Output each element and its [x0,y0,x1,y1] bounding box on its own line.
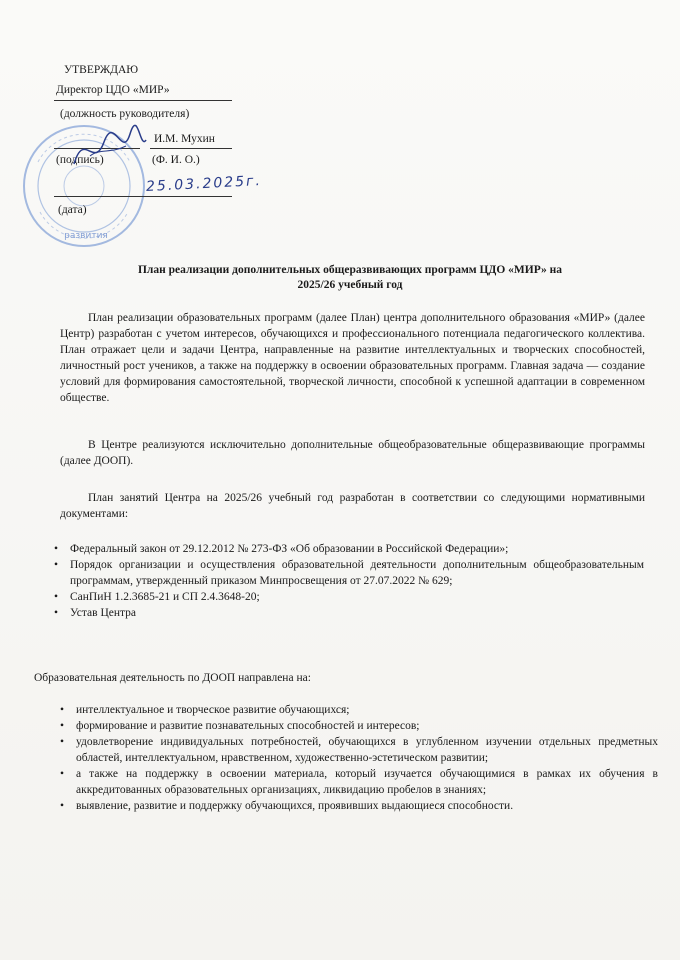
list-item: • Устав Центра [52,605,644,621]
intro-paragraph: План реализации образовательных программ (далее План) центра дополнительного образования «МИР» (далее Центр) разработан с учетом интересов, обучающихся и профессионального потенциала педагогического коллектива. План отражает цели и задачи Центра, направленные на развитие интеллектуальных и творческих способностей, личностный рост учеников, а также на поддержку в освоении образовательных программ. Главная задача — создание условий для формирования самостоятельной, творческой личности, способной к успешной адаптации в современном обществе. [60,312,645,404]
name-caption: (Ф. И. О.) [152,154,200,166]
list-item: • удовлетворение индивидуальных потребностей, обучающихся в углубленном изучении отдельных предметных областей, интеллектуальном, нравственном, художественно-эстетическом развитии; [58,734,658,766]
signature-caption: (подпись) [56,154,104,166]
programs-paragraph: В Центре реализуются исключительно дополнительные общеобразовательные общеразвивающие программы (далее ДООП). [60,439,645,467]
date-line [54,196,232,197]
list-item: • выявление, развитие и поддержку обучающихся, проявивших выдающиеся способности. [58,798,658,814]
list-item: • а также на поддержку в освоении материала, который изучается обучающимися в рамках их обучения в аккредитованных образовательных организациях, ликвидацию пробелов в знаниях; [58,766,658,798]
approval-name: И.М. Мухин [154,133,215,145]
list-item: • Федеральный закон от 29.12.2012 № 273-ФЗ «Об образовании в Российской Федерации»; [52,541,644,557]
document-title [60,263,640,293]
list-item: • формирование и развитие познавательных способностей и интересов; [58,718,658,734]
list-item: • Порядок организации и осуществления образовательной деятельности дополнительным общеобразовательным программам, утвержденный приказом Минпросвещения от 27.07.2022 № 629; [52,557,644,589]
list-item: • интеллектуальное и творческое развитие обучающихся; [58,702,658,718]
title-line-1: План реализации дополнительных общеразвивающих программ ЦДО «МИР» на [137,264,563,276]
signature-scribble [70,120,150,180]
list-item: • СанПиН 1.2.3685-21 и СП 2.4.3648-20; [52,589,644,605]
name-line [150,148,232,149]
activity-intro: Образовательная деятельность по ДООП направлена на: [34,672,311,684]
stamp-text: развития [64,231,108,241]
goals-list [58,702,658,814]
plan-basis-paragraph: План занятий Центра на 2025/26 учебный год разработан в соответствии со следующими нормативными документами: [60,492,645,520]
position-line [54,100,232,101]
approval-position: Директор ЦДО «МИР» [56,84,170,96]
title-line-2: 2025/26 учебный год [297,279,403,291]
handwritten-date: 25.03.2025г. [145,172,263,196]
date-caption: (дата) [58,204,87,216]
documents-list [52,541,644,621]
approval-heading: УТВЕРЖДАЮ [64,64,139,76]
position-caption: (должность руководителя) [60,108,190,120]
